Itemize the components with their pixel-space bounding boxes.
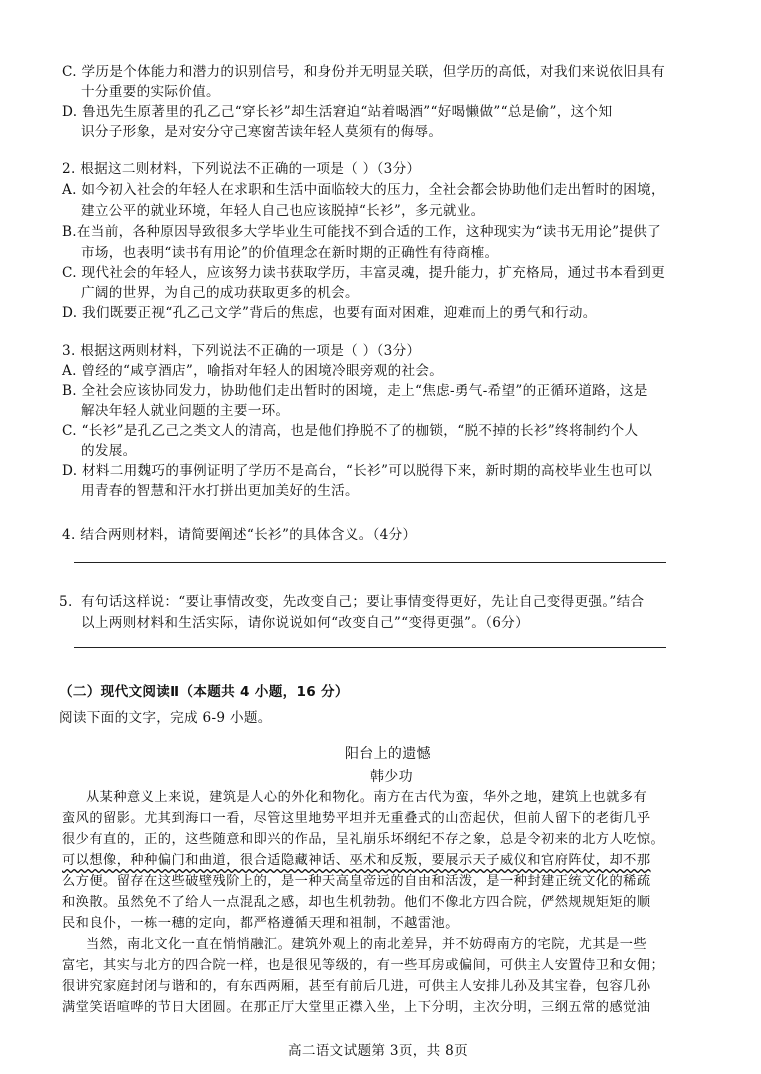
q4-stem: 4. 结合两则材料，请简要阐述“长衫”的具体含义。（4分） bbox=[62, 527, 417, 543]
article-p1-line6: 和涣散。虽然免不了给人一点混乱之感，却也生机勃勃。他们不像北方四合院，俨然规规矩矩的顺 bbox=[62, 895, 651, 910]
q2-option-a-line2: 建立公平的就业环境，年轻人自己也应该脱掉“长衫”，多元就业。 bbox=[81, 203, 485, 219]
q2-option-c-line2: 广阔的世界，为自己的成功获取更多的机会。 bbox=[81, 285, 359, 301]
q5-answer-line[interactable] bbox=[74, 647, 666, 648]
q2-option-d: D. 我们既要正视“孔乙己文学”背后的焦虑，也要有面对困难，迎难而上的勇气和行动。 bbox=[62, 305, 597, 321]
article-p1-line1: 从某种意义上来说，建筑是人心的外化和物化。南方在古代为蛮，华外之地，建筑上也就多有 bbox=[86, 790, 648, 805]
q3-option-c-line2: 的发展。 bbox=[81, 443, 137, 459]
q3-option-d-line1: D. 材料二用魏巧的事例证明了学历不是高台，“长衫”可以脱得下来，新时期的高校毕业生也可以 bbox=[62, 463, 653, 479]
article-author: 韩少功 bbox=[370, 769, 413, 785]
section-heading: （二）现代文阅读Ⅱ（本题共 4 小题，16 分） bbox=[59, 684, 349, 700]
underlined-phrase: 可以想像，种种偏门和曲道，很合适隐藏神话、巫术和反叛，要展示天子威仪和官府阵仗，却不那 bbox=[62, 853, 651, 868]
q1-option-d-line2: 识分子形象，是对安分守己寒窗苦读年轻人莫须有的侮辱。 bbox=[81, 124, 443, 140]
article-p1-line5: 么方便。留存在这些破壁残阶上的，是一种天高皇帝远的自由和活泼，是一种封建正统文化的稀疏 bbox=[62, 874, 651, 889]
q5-number: 5. bbox=[59, 594, 73, 610]
q3-option-b-line1: B. 全社会应该协同发力，协助他们走出暂时的困境，走上“焦虑-勇气-希望”的正循环道路，这是 bbox=[62, 383, 648, 399]
q3-option-c-line1: C. “长衫”是孔乙己之类文人的清高，也是他们挣脱不了的枷锁，“脱不掉的长衫”终将制约个人 bbox=[62, 423, 639, 439]
q4-answer-line[interactable] bbox=[74, 562, 666, 563]
q2-option-a-line1: A. 如今初入社会的年轻人在求职和生活中面临较大的压力，全社会都会协助他们走出暂时的困境， bbox=[62, 182, 665, 198]
page-footer: 高二语文试题第 3页，共 8页 bbox=[288, 1043, 468, 1059]
article-p1-line4 bbox=[62, 851, 651, 871]
q2-option-b-line2: 市场，也表明“读书有用论”的价值理念在新时期的正确性有待商榷。 bbox=[81, 245, 499, 261]
q2-option-b-line1: B.在当前，各种原因导致很多大学毕业生可能找不到合适的工作，这种现实为“读书无用论”提供了 bbox=[62, 224, 662, 240]
q1-option-c-line1: C. 学历是个体能力和潜力的识别信号，和身份并无明显关联，但学历的高低，对我们来说依旧具有 bbox=[62, 64, 665, 80]
q2-stem: 2. 根据这二则材料，下列说法不正确的一项是（ ）（3分） bbox=[62, 161, 421, 177]
q1-option-d-line1: D. 鲁迅先生原著里的孔乙己“穿长衫”却生活窘迫“站着喝酒”“好喝懒做”“总是偷”，这个知 bbox=[62, 104, 613, 120]
article-p2-line2: 富宅，其实与北方的四合院一样，也是很见等级的，有一些耳房或偏间，可供主人安置侍卫和女佣； bbox=[62, 958, 665, 973]
q3-stem: 3. 根据这两则材料，下列说法不正确的一项是（ ）（3分） bbox=[62, 343, 421, 359]
q5-line2: 以上两则材料和生活实际，请你说说如何“改变自己”“变得更强”。（6分） bbox=[81, 615, 529, 631]
article-title: 阳台上的遗憾 bbox=[345, 746, 431, 762]
q3-option-d-line2: 用青春的智慧和汗水打拼出更加美好的生活。 bbox=[81, 483, 359, 499]
q2-option-c-line1: C. 现代社会的年轻人，应该努力读书获取学历，丰富灵魂，提升能力，扩充格局，通过书本看到更 bbox=[62, 265, 665, 281]
article-p2-line4: 满堂笑语喧哗的节日大团圆。在那正厅大堂里正襟入坐，上下分明，主次分明，三纲五常的感觉油 bbox=[62, 1000, 651, 1015]
q3-option-a: A. 曾经的“咸亨酒店”，喻指对年轻人的困境冷眼旁观的社会。 bbox=[62, 363, 444, 379]
article-p2-line1: 当然，南北文化一直在悄悄融汇。建筑外观上的南北差异，并不妨碍南方的宅院，尤其是一些 bbox=[86, 937, 648, 952]
article-p1-line2: 蛮风的留影。尤其到海口一看，尽管这里地势平坦并无重叠式的山峦起伏，但前人留下的老街几乎 bbox=[62, 811, 651, 826]
article-p1-line3: 很少有直的，正的，这些随意和即兴的作品，呈礼崩乐坏纲纪不存之象，总是令初来的北方人吃惊。 bbox=[62, 832, 665, 847]
article-p2-line3: 很讲究家庭封闭与谐和的，有东西两厢，甚至有前后几进，可供主人安排儿孙及其宝眷，包容几孙 bbox=[62, 979, 651, 994]
q3-option-b-line2: 解决年轻人就业问题的主要一环。 bbox=[81, 403, 290, 419]
q1-option-c-line2: 十分重要的实际价值。 bbox=[81, 84, 220, 100]
q5-line1: 有句话这样说：“要让事情改变，先改变自己；要让事情变得更好，先让自己变得更强。”结合 bbox=[81, 594, 645, 610]
article-p1-line7: 民和良仆，一栋一穗的定向，都严格遵循天理和祖制，不越雷池。 bbox=[62, 916, 459, 931]
section-instruction: 阅读下面的文字，完成 6-9 小题。 bbox=[59, 710, 272, 726]
